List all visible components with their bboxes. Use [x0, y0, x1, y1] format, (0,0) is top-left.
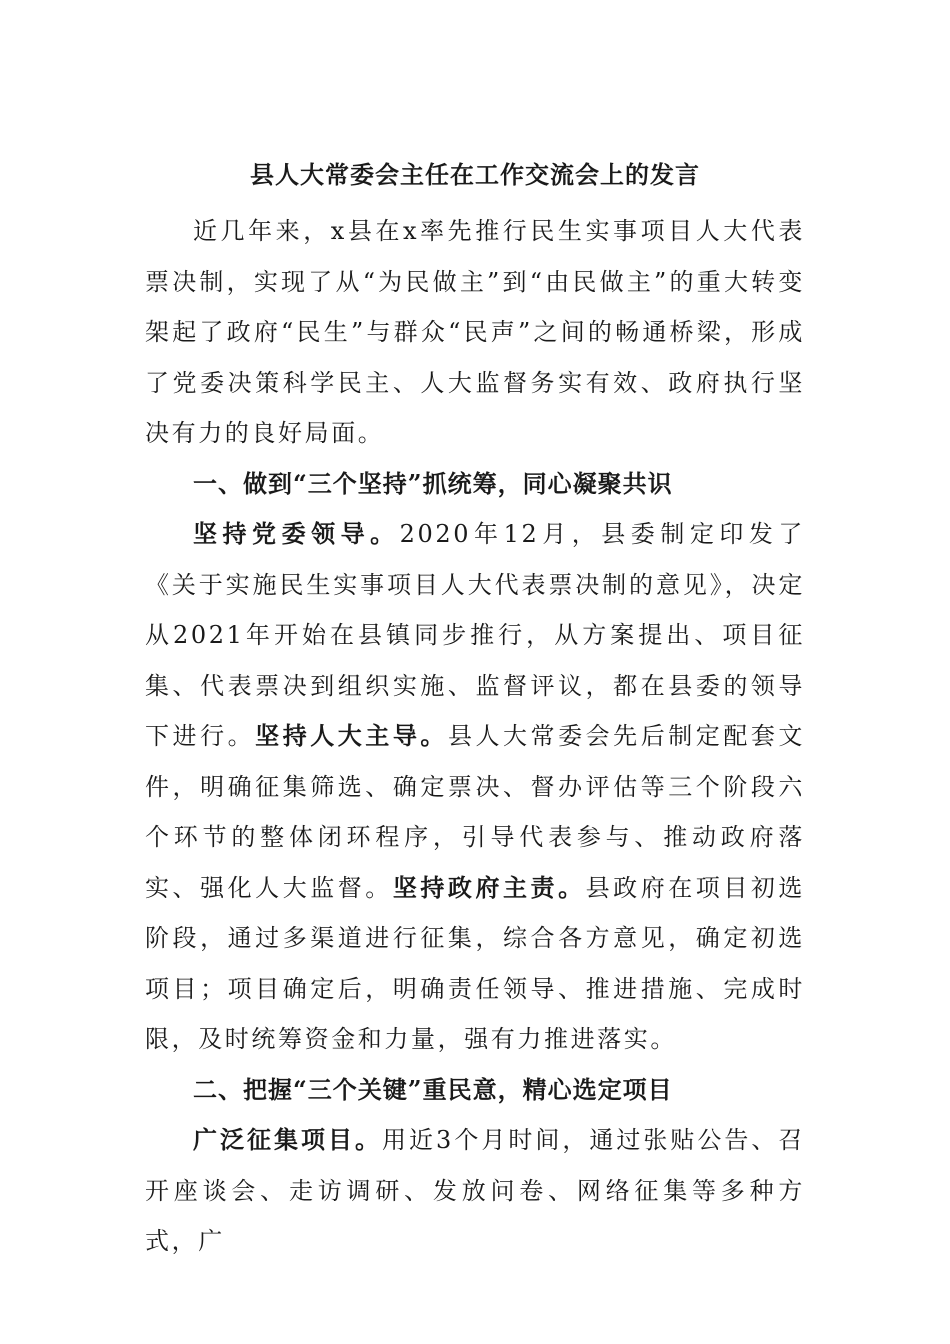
section-2-paragraph [145, 1115, 805, 1267]
lead-government-responsibility: 坚持政府主责。 [392, 872, 586, 902]
intro-paragraph: 近几年来，x县在x率先推行民生实事项目人大代表票决制，实现了从“为民做主”到“由民做主”的重大转变架起了政府“民生”与群众“民声”之间的畅通桥梁，形成了党委决策科学民主、人大监督务实有效、政府执行坚决有力的良好局面。 [145, 217, 805, 447]
section-2-heading: 二、把握“三个关键”重民意，精心选定项目 [193, 1074, 673, 1104]
text-npc-guidance: 县人大常委会先后制定配套文件，明确征集筛选、确定票决、督办评估等三个阶段六个环节的整体闭环程序，引导代表参与、推动政府落实、强化人大监督。 [145, 722, 805, 902]
text-collect-projects: 用近3个月时间，通过张贴公告、召开座谈会、走访调研、发放问卷、网络征集等多种方式，广 [145, 1126, 805, 1255]
lead-collect-projects: 广泛征集项目。 [193, 1125, 383, 1154]
section-1-paragraph [145, 509, 805, 1065]
lead-party-leadership: 坚持党委领导。 [193, 519, 400, 548]
document-title: 县人大常委会主任在工作交流会上的发言 [250, 160, 700, 189]
lead-npc-guidance: 坚持人大主导。 [255, 721, 448, 750]
document-page [145, 150, 805, 1267]
text-party-leadership: 2020年12月，县委制定印发了《关于实施民生实事项目人大代表票决制的意见》，决定从2021年开始在县镇同步推行，从方案提出、项目征集、代表票决到组织实施、监督评议，都在县委的领导下进行。 [145, 520, 806, 750]
text-government-responsibility: 县政府在项目初选阶段，通过多渠道进行征集，综合各方意见，确定初选项目；项目确定后，明确责任领导、推进措施、完成时限，及时统筹资金和力量，强有力推进落实。 [145, 873, 805, 1053]
section-1-heading: 一、做到“三个坚持”抓统筹，同心凝聚共识 [193, 468, 673, 498]
